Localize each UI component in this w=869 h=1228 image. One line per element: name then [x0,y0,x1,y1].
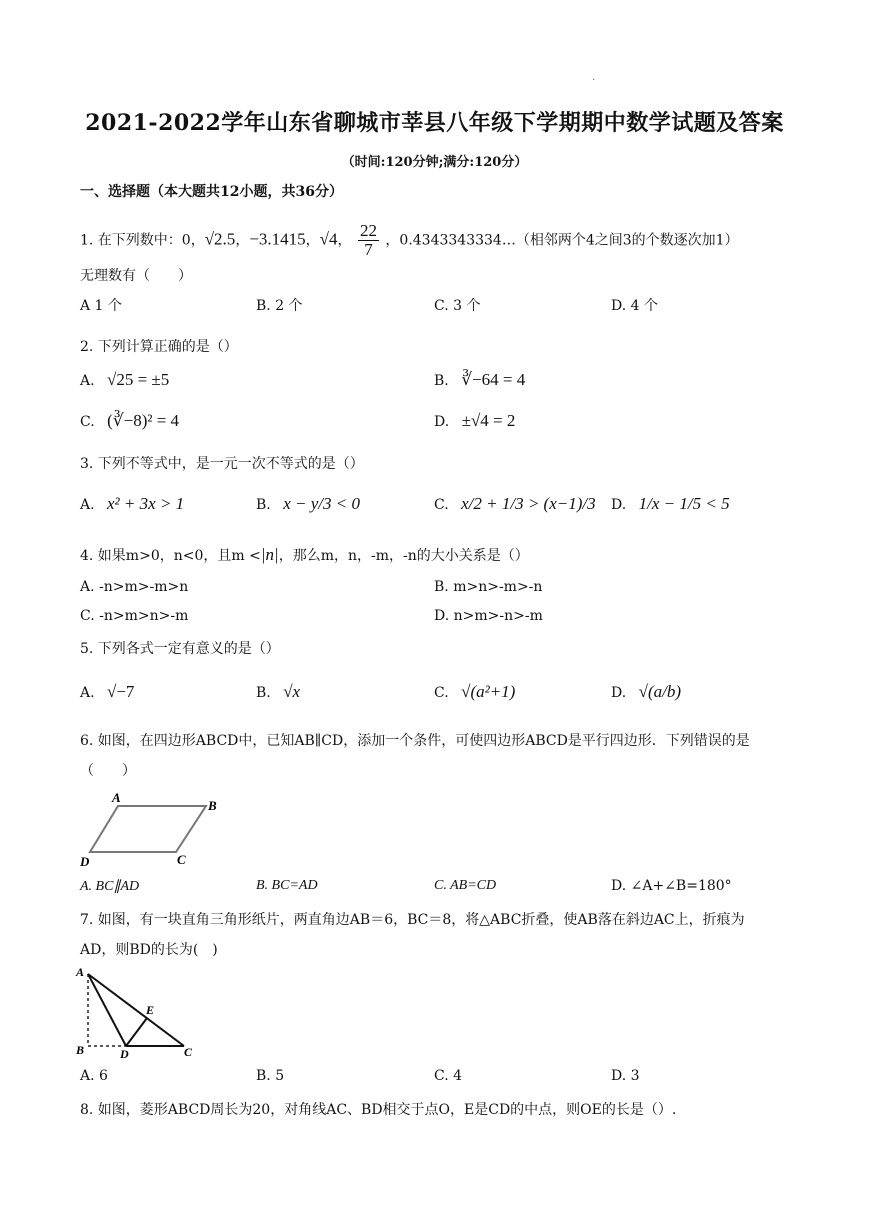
page-title: 2021-2022学年山东省聊城市莘县八年级下学期期中数学试题及答案 [85,110,784,136]
q3-d-expr: 1/x − 1/5 < 5 [638,494,730,513]
q1-option-d: D. 4 个 [611,298,658,314]
q5-option-a [80,682,134,702]
q2-option-c [80,411,179,431]
label-a: A [76,965,85,979]
q7-option-b: B. 5 [256,1068,285,1084]
q5-a-expr: √−7 [107,682,135,701]
q1-separator: ， [337,232,352,249]
q6-option-b: B. BC=AD [256,878,318,893]
question-4-stem [80,545,529,565]
question-6-stem: 6. 如图，在四边形ABCD中，已知AB∥CD，添加一个条件，可使四边形ABCD是平行四边形．下列错误的是 [80,733,750,749]
q1-option-c: C. 3 个 [434,298,481,314]
q5-c-label: C. [434,685,449,701]
q5-b-label: B. [256,685,271,701]
q1-option-b: B. 2 个 [256,298,303,314]
label-b: B [208,798,217,813]
q3-d-label: D. [611,497,627,513]
q2-option-a [80,370,169,390]
q7-option-c: C. 4 [434,1068,463,1084]
q3-a-expr: x² + 3x > 1 [107,494,185,513]
q7-option-a: A. 6 [80,1068,108,1084]
q1-frac-numerator: 22 [359,221,377,240]
question-8-stem: 8. 如图，菱形ABCD周长为20，对角线AC、BD相交于点O，E是CD的中点，则OE的长是（）. [80,1102,677,1118]
q4-text-end: ，那么m，n，-m，-n的大小关系是（） [278,548,529,564]
q1-separator: ， [305,232,320,249]
q5-c-expr: √(a²+1) [461,682,516,701]
label-c: C [184,1045,193,1059]
q4-option-d: D. n>m>-n>-m [434,608,543,624]
question-3-stem: 3. 下列不等式中，是一元一次不等式的是（） [80,456,364,472]
question-2-stem: 2. 下列计算正确的是（） [80,339,238,355]
segment-ad [88,974,126,1046]
q2-a-expr: √25 = ±5 [107,370,170,389]
q5-option-b [256,682,300,702]
question-7-stem-line2: AD，则BD的长为( ) [80,942,218,958]
q1-text-end: ，0.4343343334…（相邻两个4之间3的个数逐次加1） [385,232,739,249]
q6-option-c: C. AB=CD [434,878,497,893]
q2-c-label: C. [80,414,95,430]
triangle-fold-figure [74,964,204,1060]
label-b: B [76,1043,85,1057]
q1-expr-sqrt4: √4 [319,229,338,249]
q5-a-label: A. [80,685,95,701]
q5-d-label: D. [611,685,627,701]
q6-option-a: A. BC∥AD [80,879,140,894]
q1-separator: ， [235,232,250,249]
label-a: A [112,790,121,805]
q1-text-start: 1. 在下列数中：0， [80,232,205,249]
q2-c-expr: (∛−8)² = 4 [107,411,180,430]
parallelogram-shape [90,806,206,852]
q3-a-label: A. [80,497,95,513]
q5-d-expr: √(a/b) [638,682,682,701]
q2-option-b [434,370,525,390]
q7-option-d: D. 3 [611,1068,640,1084]
question-1-stem-line2: 无理数有（ ） [80,268,192,284]
q1-expr-negpi: −3.1415 [249,229,306,249]
q4-text-start: 4. 如果m>0，n<0，且m < [80,548,261,564]
q5-option-d [611,682,681,702]
question-5-stem: 5. 下列各式一定有意义的是（） [80,641,280,657]
q3-b-expr: x − y/3 < 0 [283,494,360,513]
q3-c-label: C. [434,497,449,513]
question-7-stem: 7. 如图，有一块直角三角形纸片，两直角边AB＝6，BC＝8，将△ABC折叠，使AB落在斜边AC上，折痕为 [80,912,745,928]
q4-option-a: A. -n>m>-m>n [80,579,189,595]
q1-option-a: A 1 个 [80,298,122,314]
q5-option-c [434,682,515,702]
q2-option-d [434,411,515,431]
q1-fraction [358,222,379,259]
q3-b-label: B. [256,497,271,513]
stray-dot: . [592,72,596,83]
label-c: C [177,852,186,867]
segment-de [126,1018,147,1046]
q2-d-expr: ±√4 = 2 [461,411,516,430]
q2-d-label: D. [434,414,450,430]
q2-b-label: B. [434,373,449,389]
label-d: D [80,854,90,869]
segment-ac [88,974,184,1046]
parallelogram-figure [78,790,238,870]
q4-abs-n: |n| [260,545,279,564]
q1-frac-denominator: 7 [364,240,373,259]
q4-option-b: B. m>n>-m>-n [434,579,543,595]
exam-info: （时间:120分钟;满分:120分） [341,155,528,170]
q3-option-c [434,494,596,514]
q3-option-b [256,494,360,514]
q3-option-a [80,494,184,514]
q3-c-expr: x/2 + 1/3 > (x−1)/3 [461,494,596,513]
q1-expr-sqrt25: √2.5 [204,229,236,249]
q2-b-expr: ∛−64 = 4 [461,370,526,389]
question-1-stem [80,222,739,259]
q6-option-d: D. ∠A+∠B=180° [611,878,732,894]
section-heading: 一、选择题（本大题共12小题，共36分） [80,184,343,200]
label-e: E [146,1003,155,1017]
q3-option-d [611,494,730,514]
q4-option-c: C. -n>m>n>-m [80,608,189,624]
q5-b-expr: √x [283,682,301,701]
question-6-stem-line2: （ ） [80,763,136,779]
label-d: D [120,1047,129,1060]
q2-a-label: A. [80,373,95,389]
